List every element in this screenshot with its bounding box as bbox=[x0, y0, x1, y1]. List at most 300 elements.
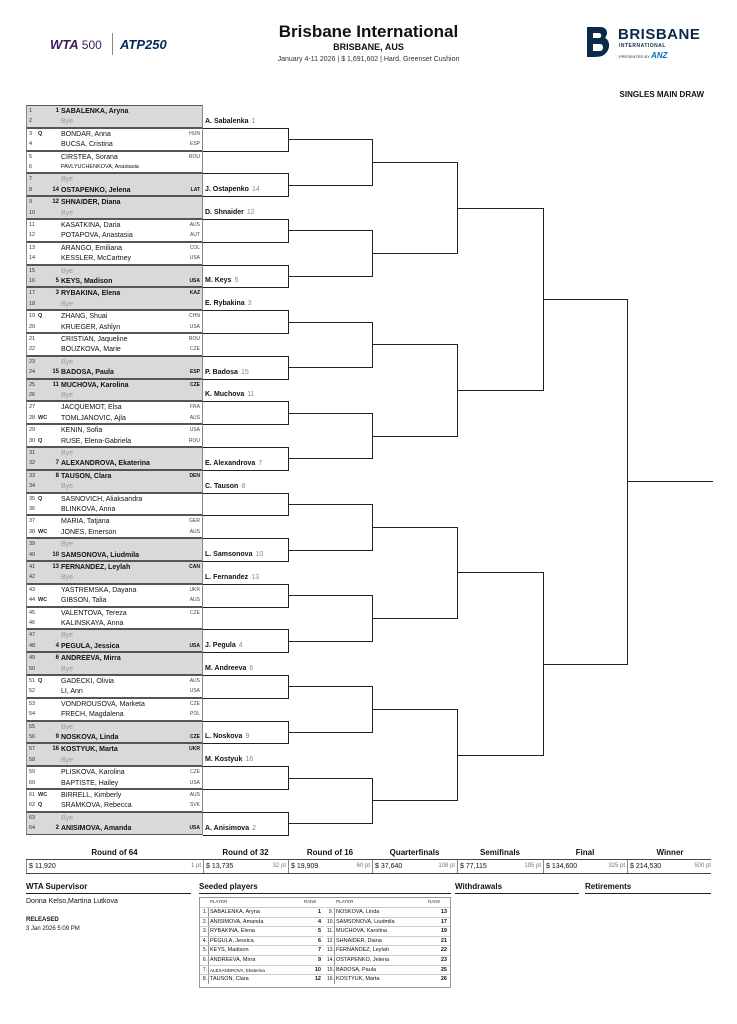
winner-seed: 11 bbox=[247, 391, 255, 399]
draw-number: 54 bbox=[29, 711, 36, 718]
draw-row bbox=[26, 299, 203, 310]
round-header: Round of 64 bbox=[91, 848, 138, 857]
player-name: SABALENKA, Aryna bbox=[61, 108, 129, 115]
draw-number: 30 bbox=[29, 437, 36, 444]
player-country: AUT bbox=[190, 232, 200, 239]
player-name: ANISIMOVA, Amanda bbox=[61, 825, 132, 833]
seed-rank: 25 bbox=[440, 966, 447, 973]
seed-index: 13. bbox=[327, 947, 334, 954]
player-country: FRA bbox=[190, 404, 200, 411]
player-name: FERNANDEZ, Leylah bbox=[61, 564, 131, 571]
seed-number: 4 bbox=[55, 642, 59, 649]
winner-seed: 9 bbox=[245, 733, 250, 741]
draw-number: 61 bbox=[29, 792, 36, 798]
draw-row bbox=[26, 196, 203, 207]
seed-player: ANISIMOVA, Amanda bbox=[210, 918, 264, 925]
bracket-line bbox=[203, 401, 288, 402]
draw-number: 55 bbox=[29, 723, 36, 730]
seed-list-row bbox=[200, 907, 324, 916]
bracket-line bbox=[203, 538, 288, 539]
seed-player: KEYS, Madison bbox=[210, 947, 249, 954]
player-country: CZE bbox=[190, 769, 200, 776]
draw-row bbox=[26, 572, 203, 583]
bracket-line bbox=[203, 607, 288, 608]
col-player-header: PLAYER bbox=[336, 899, 354, 904]
seed-rank: 13 bbox=[440, 909, 447, 915]
player-country: ROU bbox=[188, 437, 200, 444]
player-country: HUN bbox=[189, 130, 200, 137]
draw-number: 23 bbox=[29, 358, 36, 365]
round2-winner bbox=[205, 460, 262, 467]
seed-number: 12 bbox=[52, 199, 59, 206]
player-name: Bye bbox=[61, 267, 74, 275]
draw-number: 48 bbox=[29, 642, 36, 649]
seed-index: 7. bbox=[202, 966, 207, 973]
seed-rank: 9 bbox=[317, 957, 321, 963]
player-name: Bye bbox=[61, 209, 74, 217]
draw-row bbox=[26, 173, 203, 184]
entry-type: Q bbox=[38, 678, 43, 684]
winner-seed: 10 bbox=[255, 551, 264, 558]
draw-number: 6 bbox=[29, 164, 33, 170]
bracket-line bbox=[203, 356, 288, 357]
player-name: Bye bbox=[61, 358, 74, 366]
draw-number: 59 bbox=[29, 769, 36, 776]
seed-number: 14 bbox=[52, 186, 59, 193]
ranking-points: 500 pt bbox=[694, 863, 711, 869]
draw-number: 27 bbox=[29, 404, 36, 411]
player-name: KALINSKAYA, Anna bbox=[61, 620, 124, 627]
draw-number: 17 bbox=[29, 290, 36, 297]
player-name: KEYS, Madison bbox=[61, 278, 113, 285]
seed-number: 8 bbox=[55, 472, 59, 479]
seed-player: ANDREEVA, Mirra bbox=[210, 957, 256, 963]
bracket-line bbox=[203, 379, 288, 380]
draw-number: 1 bbox=[29, 108, 33, 114]
draw-number: 28 bbox=[29, 414, 36, 421]
round2-winner bbox=[205, 756, 253, 763]
winner-name: P. Badosa bbox=[205, 368, 238, 376]
retirements-heading: Retirements bbox=[585, 882, 632, 891]
player-country: COL bbox=[189, 244, 200, 251]
player-name: CRISTIAN, Jaqueline bbox=[61, 336, 128, 343]
bracket-line bbox=[288, 276, 372, 277]
draw-number: 51 bbox=[29, 678, 36, 684]
seed-list-row bbox=[200, 936, 324, 945]
draw-label: SINGLES MAIN DRAW bbox=[619, 90, 704, 99]
draw-number: 38 bbox=[29, 528, 36, 535]
round-header: Round of 16 bbox=[306, 848, 354, 857]
player-country: DEN bbox=[189, 472, 200, 479]
entry-type: Q bbox=[38, 130, 43, 137]
draw-row bbox=[26, 550, 203, 561]
winner-seed: 14 bbox=[251, 186, 260, 194]
player-name: PAVLYUCHENKOVA, Anastasia bbox=[61, 164, 139, 170]
draw-row bbox=[26, 185, 203, 196]
bracket-line bbox=[203, 652, 288, 653]
draw-row bbox=[26, 401, 203, 412]
player-name: BADOSA, Paula bbox=[61, 369, 114, 377]
seed-number: 16 bbox=[52, 746, 59, 753]
bracket-line bbox=[203, 447, 288, 448]
round2-winner bbox=[205, 209, 255, 216]
draw-number: 34 bbox=[29, 483, 36, 490]
bracket-line bbox=[288, 139, 372, 140]
seeded-rule bbox=[199, 893, 451, 894]
player-name: PLISKOVA, Karolina bbox=[61, 769, 125, 777]
entry-type: WC bbox=[38, 597, 48, 604]
seed-number: 3 bbox=[55, 290, 59, 297]
tournament-title: Brisbane International bbox=[278, 22, 459, 41]
draw-row bbox=[26, 344, 203, 355]
bracket-line bbox=[457, 390, 543, 391]
draw-row bbox=[26, 698, 203, 709]
column-divider bbox=[208, 975, 209, 984]
winner-name: A. Sabalenka bbox=[205, 117, 249, 125]
draw-number: 32 bbox=[29, 460, 36, 467]
round-prize bbox=[372, 860, 457, 873]
player-country: UKR bbox=[189, 586, 200, 593]
player-name: SAMSONOVA, Liudmila bbox=[61, 551, 140, 559]
prize-money: $ 19,909 bbox=[291, 863, 319, 870]
player-name: Bye bbox=[61, 665, 74, 673]
winner-name: K. Muchova bbox=[205, 391, 245, 399]
entry-type: WC bbox=[38, 792, 48, 798]
bracket-line bbox=[288, 230, 372, 231]
seed-number: 13 bbox=[52, 564, 59, 570]
prize-money: $ 77,115 bbox=[460, 863, 487, 870]
draw-row bbox=[26, 390, 203, 401]
winner-seed: 7 bbox=[258, 459, 263, 467]
seed-index: 5. bbox=[202, 947, 207, 954]
player-name: BOUZKOVA, Marie bbox=[61, 346, 121, 354]
player-name: Bye bbox=[61, 450, 74, 457]
col-rank-header: RANK bbox=[428, 899, 441, 904]
seed-list-row bbox=[326, 945, 450, 954]
bracket-line bbox=[203, 698, 288, 699]
draw-row bbox=[26, 652, 203, 663]
bracket-line bbox=[203, 265, 288, 266]
draw-row bbox=[26, 265, 203, 276]
draw-row bbox=[26, 664, 203, 675]
draw-row bbox=[26, 629, 203, 640]
bracket-line bbox=[457, 572, 543, 573]
draw-number: 24 bbox=[29, 369, 36, 376]
draw-number: 12 bbox=[29, 232, 36, 239]
draw-row bbox=[26, 310, 203, 321]
brisbane-b-logo-icon bbox=[584, 25, 612, 59]
player-name: GIBSON, Talia bbox=[61, 597, 107, 605]
draw-number: 22 bbox=[29, 346, 36, 353]
draw-row bbox=[26, 584, 203, 595]
player-name: ARANGO, Emiliana bbox=[61, 244, 123, 252]
draw-row bbox=[26, 538, 203, 549]
seed-index: 11. bbox=[327, 928, 334, 935]
player-country: USA bbox=[189, 255, 200, 262]
player-name: FRECH, Magdalena bbox=[61, 711, 124, 719]
winner-seed: 12 bbox=[246, 209, 255, 216]
player-country: AUS bbox=[189, 597, 200, 604]
draw-number: 16 bbox=[29, 278, 36, 284]
seed-list-row bbox=[200, 945, 324, 954]
round2-winner bbox=[205, 665, 253, 672]
player-name: VONDROUSOVA, Marketa bbox=[61, 700, 145, 708]
draw-number: 19 bbox=[29, 313, 36, 320]
draw-number: 3 bbox=[29, 130, 33, 137]
brisbane-brand-sub: INTERNATIONAL bbox=[619, 43, 666, 49]
player-name: JONES, Emerson bbox=[61, 528, 117, 536]
draw-row bbox=[26, 493, 203, 504]
winner-seed: 3 bbox=[247, 300, 252, 308]
seed-player: FERNANDEZ, Leylah bbox=[336, 947, 389, 954]
draw-number: 4 bbox=[29, 141, 33, 148]
bracket-line bbox=[288, 641, 372, 642]
prize-money: $ 37,640 bbox=[375, 863, 403, 870]
seed-rank: 6 bbox=[317, 937, 321, 944]
draw-row bbox=[26, 367, 203, 378]
draw-number: 11 bbox=[29, 222, 35, 228]
player-name: KRUEGER, Ashlyn bbox=[61, 323, 121, 331]
draw-number: 53 bbox=[29, 700, 36, 707]
seed-index: 2. bbox=[202, 918, 207, 925]
winner-seed: 6 bbox=[249, 665, 254, 672]
draw-row bbox=[26, 276, 203, 287]
draw-number: 33 bbox=[29, 472, 36, 479]
seed-index: 10. bbox=[327, 918, 334, 925]
round-header: Quarterfinals bbox=[389, 848, 440, 857]
seed-list-row bbox=[200, 965, 324, 974]
draw-row bbox=[26, 527, 203, 538]
seed-player: KOSTYUK, Marta bbox=[336, 976, 380, 983]
round2-winner bbox=[205, 733, 249, 740]
round-prize bbox=[203, 860, 288, 873]
round-prize bbox=[288, 860, 372, 873]
player-country: AUS bbox=[189, 222, 200, 228]
draw-number: 36 bbox=[29, 506, 36, 512]
player-country: CZE bbox=[190, 734, 200, 740]
player-name: CIRSTEA, Sorana bbox=[61, 153, 118, 161]
round-prize bbox=[26, 860, 203, 873]
seed-list-row bbox=[326, 955, 450, 964]
bracket-line bbox=[543, 664, 627, 665]
draw-number: 60 bbox=[29, 779, 36, 786]
draw-number: 10 bbox=[29, 209, 36, 216]
draw-row bbox=[26, 458, 203, 469]
bracket-line bbox=[457, 755, 543, 756]
draw-row bbox=[26, 139, 203, 150]
winner-seed: 5 bbox=[234, 277, 239, 285]
bracket-line bbox=[543, 299, 627, 300]
round-header: Winner bbox=[656, 848, 684, 857]
winner-seed: 4 bbox=[238, 642, 243, 650]
brisbane-brand: BRISBANE bbox=[618, 26, 701, 43]
draw-row bbox=[26, 208, 203, 219]
winner-seed: 8 bbox=[241, 482, 246, 490]
supervisor-names: Donna Kelso,Martina Lutkova bbox=[26, 898, 118, 905]
player-country: AUS bbox=[189, 414, 200, 421]
seed-number: 9 bbox=[55, 734, 59, 740]
draw-number: 18 bbox=[29, 300, 36, 307]
draw-row bbox=[26, 287, 203, 298]
draw-number: 21 bbox=[29, 336, 36, 342]
draw-row bbox=[26, 470, 203, 481]
draw-number: 50 bbox=[29, 665, 36, 672]
bracket-line bbox=[288, 413, 372, 414]
player-name: VALENTOVA, Tereza bbox=[61, 609, 127, 617]
seed-player: ALEXANDROVA, Ekaterina bbox=[210, 967, 265, 973]
draw-number: 43 bbox=[29, 586, 36, 593]
seed-index: 4. bbox=[202, 937, 207, 944]
bracket-line bbox=[372, 709, 457, 710]
seed-list-row bbox=[326, 907, 450, 916]
draw-number: 5 bbox=[29, 153, 33, 160]
draw-row bbox=[26, 607, 203, 618]
entry-type: Q bbox=[38, 437, 43, 444]
bracket-line bbox=[203, 515, 288, 516]
player-name: SASNOVICH, Aliaksandra bbox=[61, 495, 143, 503]
winner-seed: 2 bbox=[252, 824, 256, 832]
draw-number: 63 bbox=[29, 814, 36, 821]
bracket-line bbox=[288, 185, 372, 186]
bracket-line bbox=[203, 242, 288, 243]
bracket-line bbox=[203, 424, 288, 425]
player-country: AUS bbox=[189, 792, 200, 798]
player-country: CHN bbox=[189, 313, 200, 320]
bracket-line bbox=[288, 458, 372, 459]
bracket-line bbox=[203, 219, 288, 220]
draw-row bbox=[26, 732, 203, 743]
col-rank-header: RANK bbox=[304, 899, 317, 904]
withdrawals-heading: Withdrawals bbox=[455, 882, 503, 891]
player-country: USA bbox=[189, 278, 200, 284]
bracket-line bbox=[203, 470, 288, 471]
player-name: Bye bbox=[61, 756, 74, 764]
player-country: ROU bbox=[188, 336, 200, 342]
player-name: Bye bbox=[61, 723, 74, 731]
prize-money: $ 11,920 bbox=[29, 863, 56, 870]
draw-number: 7 bbox=[29, 176, 33, 183]
draw-number: 49 bbox=[29, 655, 36, 662]
draw-row bbox=[26, 447, 203, 458]
draw-number: 13 bbox=[29, 244, 36, 251]
player-country: SVK bbox=[189, 802, 200, 809]
draw-row bbox=[26, 766, 203, 777]
player-name: Bye bbox=[61, 118, 74, 126]
seed-number: 7 bbox=[55, 460, 59, 467]
player-country: CZE bbox=[190, 346, 200, 353]
anz-sponsor: PRESENTED BY ANZ bbox=[619, 51, 668, 60]
player-country: CAN bbox=[189, 564, 200, 570]
draw-number: 41 bbox=[29, 564, 36, 570]
winner-name: J. Ostapenko bbox=[205, 186, 249, 194]
draw-number: 46 bbox=[29, 620, 36, 626]
player-country: ESP bbox=[189, 141, 200, 148]
round-prize bbox=[543, 860, 627, 873]
bracket-line bbox=[203, 151, 288, 152]
round-prize bbox=[457, 860, 543, 873]
prize-rule bbox=[26, 873, 711, 874]
player-country: LAT bbox=[190, 186, 200, 193]
player-country: USA bbox=[189, 642, 200, 649]
seed-rank: 10 bbox=[314, 966, 321, 973]
seed-number: 6 bbox=[55, 655, 59, 662]
draw-row bbox=[26, 641, 203, 652]
seed-rank: 12 bbox=[314, 976, 321, 983]
draw-row bbox=[26, 105, 203, 116]
bracket-line bbox=[288, 823, 372, 824]
draw-row bbox=[26, 424, 203, 435]
player-name: TAUSON, Clara bbox=[61, 472, 112, 480]
draw-row bbox=[26, 778, 203, 789]
draw-row bbox=[26, 721, 203, 732]
player-name: BIRRELL, Kimberly bbox=[61, 792, 122, 799]
draw-row bbox=[26, 515, 203, 526]
bracket-line bbox=[203, 629, 288, 630]
draw-number: 40 bbox=[29, 551, 36, 558]
player-name: KESSLER, McCartney bbox=[61, 255, 132, 263]
player-name: ANDREEVA, Mirra bbox=[61, 655, 121, 663]
seed-list-row bbox=[200, 917, 324, 926]
bracket-line bbox=[203, 561, 288, 562]
entry-type: Q bbox=[38, 495, 43, 502]
draw-row bbox=[26, 162, 203, 173]
bracket-line bbox=[203, 333, 288, 334]
seed-rank: 22 bbox=[440, 947, 447, 954]
draw-row bbox=[26, 230, 203, 241]
player-name: Bye bbox=[61, 574, 74, 582]
draw-row bbox=[26, 481, 203, 492]
player-name: BONDAR, Anna bbox=[61, 130, 111, 138]
ranking-points: 1 pt bbox=[190, 863, 201, 869]
seed-index: 16. bbox=[327, 976, 334, 983]
seed-rank: 23 bbox=[440, 957, 447, 963]
bracket-line bbox=[288, 778, 372, 779]
released-date: 3 Jan 2026 5:09 PM bbox=[26, 926, 80, 932]
round2-winner bbox=[205, 574, 259, 581]
round-header-rule bbox=[26, 859, 711, 860]
winner-name: M. Kostyuk bbox=[205, 756, 243, 764]
tournament-location: BRISBANE, AUS bbox=[333, 42, 404, 52]
winner-seed: 1 bbox=[251, 117, 256, 125]
entry-type: WC bbox=[38, 414, 48, 421]
bracket-line bbox=[372, 618, 457, 619]
winner-name: A. Anisimova bbox=[205, 824, 250, 832]
bracket-line bbox=[372, 162, 457, 163]
bracket-line bbox=[372, 253, 457, 254]
bracket-line bbox=[203, 675, 288, 676]
draw-row bbox=[26, 743, 203, 754]
seed-rank: 19 bbox=[440, 928, 447, 935]
bracket-line bbox=[203, 173, 288, 174]
seed-player: SABALENKA, Aryna bbox=[210, 909, 260, 915]
round2-winner bbox=[205, 551, 263, 558]
player-name: NOSKOVA, Linda bbox=[61, 734, 119, 741]
released-label: RELEASED bbox=[26, 917, 59, 923]
draw-row bbox=[26, 823, 203, 834]
draw-number: 37 bbox=[29, 518, 36, 525]
draw-number: 14 bbox=[29, 255, 36, 262]
winner-seed: 15 bbox=[240, 368, 249, 376]
player-name: BUCSA, Cristina bbox=[61, 141, 113, 149]
bracket-line bbox=[627, 481, 713, 482]
seed-list-row bbox=[200, 926, 324, 935]
seed-index: 6. bbox=[202, 957, 207, 963]
column-divider bbox=[334, 975, 335, 984]
bracket-line bbox=[288, 595, 372, 596]
seed-player: SAMSONOVA, Liudmila bbox=[336, 918, 395, 925]
seed-index: 15. bbox=[327, 966, 334, 973]
seed-player: NOSKOVA, Linda bbox=[336, 909, 380, 915]
